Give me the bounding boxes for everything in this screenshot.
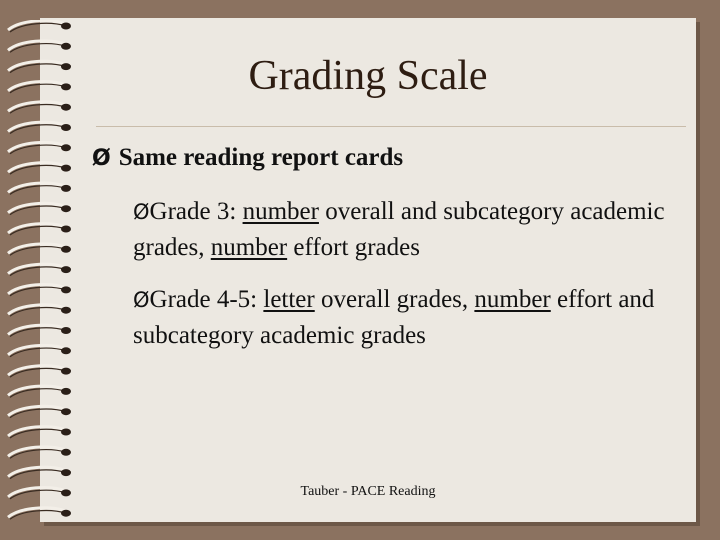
spiral-hole — [61, 165, 71, 172]
underlined-term: number — [474, 286, 551, 313]
underlined-term: number — [210, 234, 288, 261]
sub-bullet-text: effort grades — [287, 234, 420, 261]
sub-bullet-prefix: Grade 4-5: — [149, 286, 264, 313]
spiral-hole — [61, 144, 71, 151]
spiral-hole — [61, 510, 71, 517]
spiral-hole — [61, 469, 71, 476]
spiral-hole — [61, 286, 71, 293]
spiral-hole — [61, 388, 71, 395]
slide-footer: Tauber - PACE Reading — [300, 484, 436, 499]
spiral-hole — [61, 429, 71, 436]
sub-bullet-text: overall grades, — [314, 286, 475, 313]
title-divider — [96, 126, 686, 127]
sub-bullet-grade-4-5 — [133, 282, 673, 354]
slide-title: Grading Scale — [248, 53, 488, 99]
spiral-hole — [61, 246, 71, 253]
underlined-term: number — [242, 198, 319, 225]
sub-bullet-text: effort and subcategory academic grades — [133, 286, 655, 349]
underlined-term: letter — [263, 286, 315, 313]
sub-bullet-prefix: Grade 3: — [149, 198, 243, 225]
spiral-hole — [61, 124, 71, 131]
spiral-hole — [61, 307, 71, 314]
spiral-hole — [61, 449, 71, 456]
main-bullet-text: Same reading report cards — [118, 144, 404, 171]
spiral-hole — [61, 23, 71, 30]
arrow-bullet-icon: Ø — [133, 200, 150, 224]
spiral-hole — [61, 43, 71, 50]
spiral-hole — [61, 327, 71, 334]
spiral-hole — [61, 266, 71, 273]
arrow-bullet-icon: Ø — [92, 146, 111, 171]
sub-bullet-text: overall and subcategory academic grades, — [133, 198, 665, 261]
spiral-hole — [61, 408, 71, 415]
main-bullet — [92, 144, 403, 172]
spiral-hole — [61, 205, 71, 212]
spiral-hole — [61, 104, 71, 111]
spiral-hole — [61, 185, 71, 192]
sub-bullet-grade-3 — [133, 194, 673, 266]
spiral-hole — [61, 368, 71, 375]
spiral-hole — [61, 347, 71, 354]
arrow-bullet-icon: Ø — [133, 288, 150, 312]
spiral-hole — [61, 226, 71, 233]
